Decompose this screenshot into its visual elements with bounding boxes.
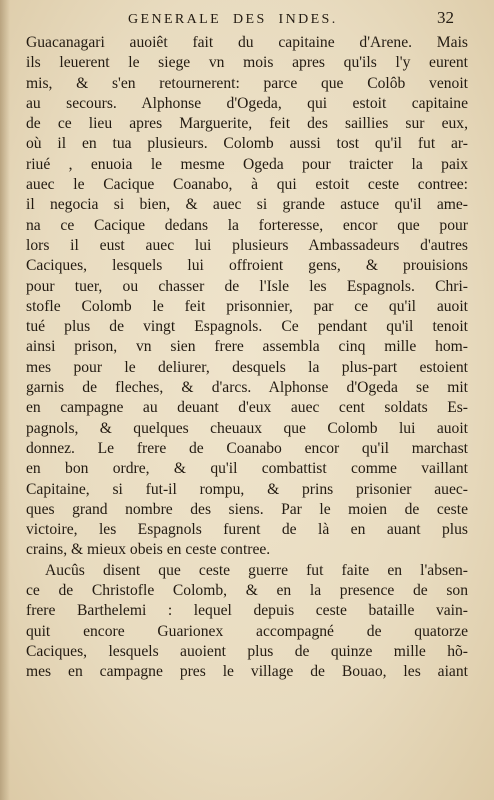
text-line: où il en tua plusieurs. Colomb aussi tost qu'il fut ar- [26,135,468,153]
page-header [0,8,494,32]
text-line: lors il eust auec lui plusieurs Ambassadeurs d'autres [26,236,468,254]
text-line: ils leuerent le siege vn mois apres qu'ils l'y eurent [26,54,468,72]
text-line: ques grand nombre des siens. Par le moien de ceste [26,500,468,518]
text-block [26,33,468,683]
text-line: pour tuer, ou chasser de l'Isle les Espagnols. Chri- [26,277,468,295]
running-head: GENERALE DES INDES. [128,12,338,27]
text-line: en bon ordre, & qu'il combattist comme vaillant [26,460,468,478]
text-line: en campagne au deuant d'eux auec cent soldats Es- [26,399,468,417]
paragraph-last-line: crains, & mieux obeis en ceste contree. [26,541,271,559]
text-line: victoire, les Espagnols furent de là en auant plus [26,521,468,539]
text-line: Guacanagari auoiêt fait du capitaine d'Arene. Mais [26,34,468,51]
text-line: riué , enuoia le mesme Ogeda pour traicter la paix [26,155,468,173]
text-line: tué plus de vingt Espagnols. Ce pendant qu'il tenoit [26,318,468,336]
text-line: de ce lieu apres Marguerite, feit des saillies sur eux, [26,115,468,133]
text-line: na ce Cacique dedans la forteresse, encor que pour [26,216,468,234]
text-line: Capitaine, si fut-il rompu, & prins prisonier auec- [26,480,468,498]
text-line: mes pour le deliurer, desquels la plus-part estoient [26,358,468,376]
text-line: auec le Cacique Coanabo, à qui estoit ceste contree: [26,176,468,194]
text-line: pagnols, & quelques cheuaux que Colomb lui auoit [26,419,468,437]
spine-shadow [0,0,10,800]
text-line: Caciques, lesquels auoient plus de quinze mille hõ- [26,642,468,660]
text-line: au secours. Alphonse d'Ogeda, qui estoit capitaine [26,94,468,112]
text-line: donnez. Le frere de Coanabo encor qu'il marchast [26,439,468,457]
text-line: frere Barthelemi : lequel depuis ceste bataille vain- [26,602,468,620]
text-line: mis, & s'en retournerent: parce que Colôb venoit [26,74,468,92]
text-line: mes en campagne pres le village de Bouao, les aiant [26,663,468,681]
text-line: garnis de fleches, & d'arcs. Alphonse d'Ogeda se mit [26,379,468,397]
page-number: 32 [437,8,454,27]
text-line: Caciques, lesquels lui offroient gens, & prouisions [26,257,468,275]
text-line: quit encore Guarionex accompagné de quatorze [26,622,468,640]
text-line: ce de Christofle Colomb, & en la presence de son [26,582,468,600]
text-line: il negocia si bien, & auec si grande astuce qu'il ame- [26,196,468,214]
paragraph-first-line: Aucûs disent que ceste guerre fut faite en l'absen- [45,561,468,579]
text-line: ainsi prison, vn sien frere assembla cinq mille hom- [26,338,468,356]
text-line: stofle Colomb le feit prisonnier, par ce qu'il auoit [26,297,468,315]
